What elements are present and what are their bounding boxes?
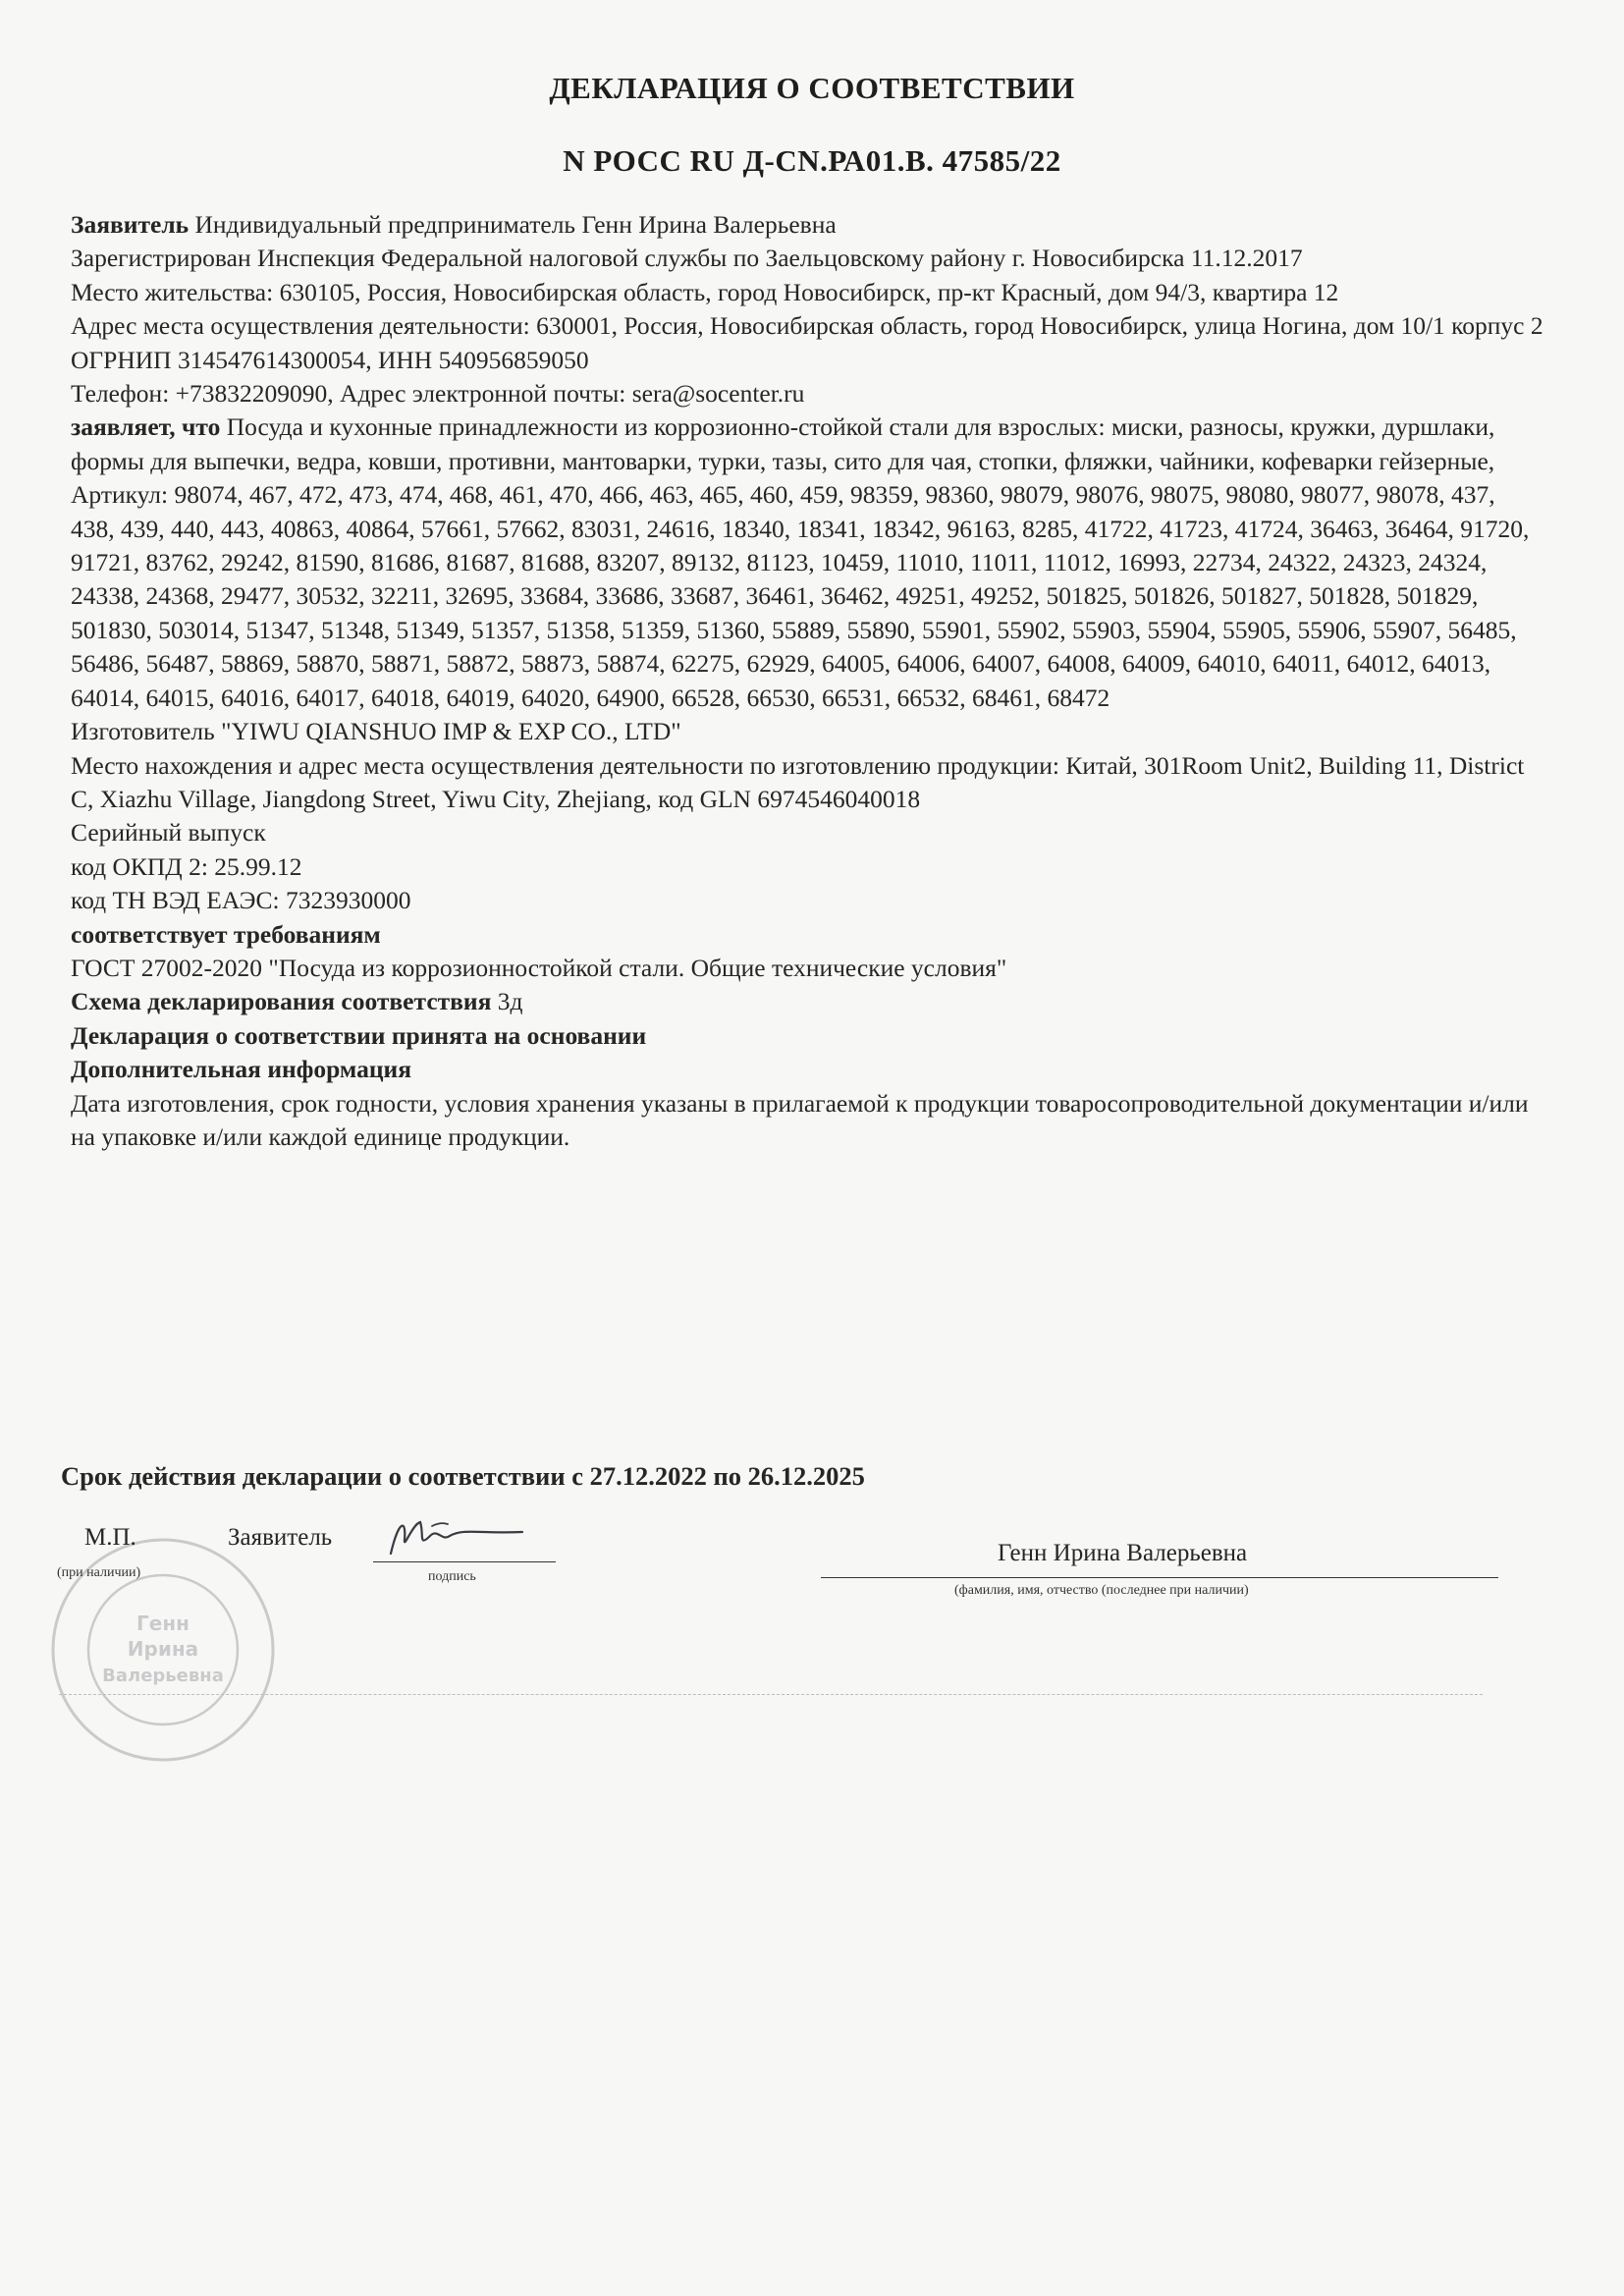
tnved-code: код ТН ВЭД ЕАЭС: 7323930000: [71, 886, 411, 915]
seal-line-3: Валерьевна: [102, 1666, 224, 1686]
signature-line: [373, 1561, 556, 1562]
seal-line-1: Генн: [136, 1612, 189, 1635]
basis-label: Декларация о соответствии принята на основании: [71, 1020, 647, 1050]
handwritten-signature-icon: [385, 1514, 532, 1559]
declaration-text: [71, 410, 1543, 715]
scan-divider: [59, 1694, 1483, 1695]
document-title: ДЕКЛАРАЦИЯ О СООТВЕТСТВИИ: [549, 71, 1075, 105]
validity-period: Срок действия декларации о соответствии с 27.12.2022 по 26.12.2025: [61, 1461, 865, 1491]
signer-name: Генн Ирина Валерьевна: [998, 1540, 1248, 1566]
applicant-sign-label: Заявитель: [228, 1524, 333, 1551]
declaration-label: заявляет, что: [71, 412, 221, 442]
applicant-residence: Место жительства: 630105, Россия, Новосибирская область, город Новосибирск, пр-кт Красный, дом 94/3, квартира 12: [71, 277, 1339, 306]
signature-block: [0, 1524, 1624, 1642]
additional-info-label: Дополнительная информация: [71, 1055, 412, 1084]
applicant-name: Индивидуальный предприниматель Генн Ирина Валерьевна: [189, 210, 837, 239]
applicant-contacts: Телефон: +73832209090, Адрес электронной почты: sera@socenter.ru: [71, 379, 805, 409]
manufacturer-address: Место нахождения и адрес места осуществления деятельности по изготовлению продукции: Китай, 301Room Unit2, Building 11, District C, Xiazhu Village, Jiangdong Street, Yiwu City, Zhejiang, код GLN 6974546040018: [71, 750, 1525, 813]
name-line: [821, 1577, 1498, 1578]
applicant-line: [71, 208, 1543, 242]
manufacturer-line: Изготовитель "YIWU QIANSHUO IMP & EXP CO., LTD": [71, 717, 681, 746]
signature-note: подпись: [428, 1569, 476, 1584]
gost-standard: ГОСТ 27002-2020 "Посуда из коррозионностойкой стали. Общие технические условия": [71, 953, 1007, 982]
mp-label: М.П.: [84, 1524, 136, 1551]
document-number: N РОСС RU Д-CN.РА01.В. 47585/22: [563, 143, 1061, 178]
seal-line-2: Ирина: [127, 1637, 199, 1661]
applicant-label: Заявитель: [71, 210, 189, 239]
document-body: [71, 208, 1543, 1154]
scheme-value: 3д: [491, 987, 523, 1016]
serial-release: Серийный выпуск: [71, 818, 266, 847]
name-note: (фамилия, имя, отчество (последнее при наличии): [954, 1583, 1249, 1598]
applicant-ogrnip: ОГРНИП 314547614300054, ИНН 540956859050: [71, 345, 589, 374]
applicant-registration: Зарегистрирован Инспекция Федеральной налоговой службы по Заельцовскому району г. Новосибирска 11.12.2017: [71, 244, 1303, 273]
okpd-code: код ОКПД 2: 25.99.12: [71, 851, 302, 881]
mp-note: (при наличии): [57, 1565, 141, 1580]
scheme-line: [71, 985, 1543, 1018]
additional-info-text: Дата изготовления, срок годности, условия хранения указаны в прилагаемой к продукции товаросопроводительной документации и/или на упаковке и/или каждой единице продукции.: [71, 1088, 1529, 1151]
applicant-activity-address: Адрес места осуществления деятельности: 630001, Россия, Новосибирская область, город Новосибирск, улица Ногина, дом 10/1 корпус 2: [71, 311, 1543, 341]
requirements-label: соответствует требованиям: [71, 919, 381, 949]
scheme-label: Схема декларирования соответствия: [71, 987, 492, 1016]
product-list: Посуда и кухонные принадлежности из коррозионно-стойкой стали для взрослых: миски, разносы, кружки, дуршлаки, формы для выпечки, ведра, ковши, противни, мантоварки, турки, тазы, сито для чая, стопки, фляжки, чайники, кофеварки гейзерные, Артикул: 98074, 467, 472, 473, 474, 468, 461, 470, 466, 463, 465, 460, 459, 98359, 98360, 98079, 98076, 98075, 98080, 98077, 98078, 437, 438, 439, 440, 443, 40863, 40864, 57661, 57662, 83031, 24616, 18340, 18341, 18342, 96163, 8285, 41722, 41723, 41724, 36463, 36464, 91720, 91721, 83762, 29242, 81590, 81686, 81687, 81688, 83207, 89132, 81123, 10459, 11010, 11011, 11012, 16993, 22734, 24322, 24323, 24324, 24338, 24368, 29477, 30532, 32211, 32695, 33684, 33686, 33687, 36461, 36462, 49251, 49252, 501825, 501826, 501827, 501828, 501829, 501830, 503014, 51347, 51348, 51349, 51357, 51358, 51359, 51360, 55889, 55890, 55901, 55902, 55903, 55904, 55905, 55906, 55907, 56485, 56486, 56487, 58869, 58870, 58871, 58872, 58873, 58874, 62275, 62929, 64005, 64006, 64007, 64008, 64009, 64010, 64011, 64012, 64013, 64014, 64015, 64016, 64017, 64018, 64019, 64020, 64900, 66528, 66530, 66531, 66532, 68461, 68472: [71, 412, 1530, 712]
